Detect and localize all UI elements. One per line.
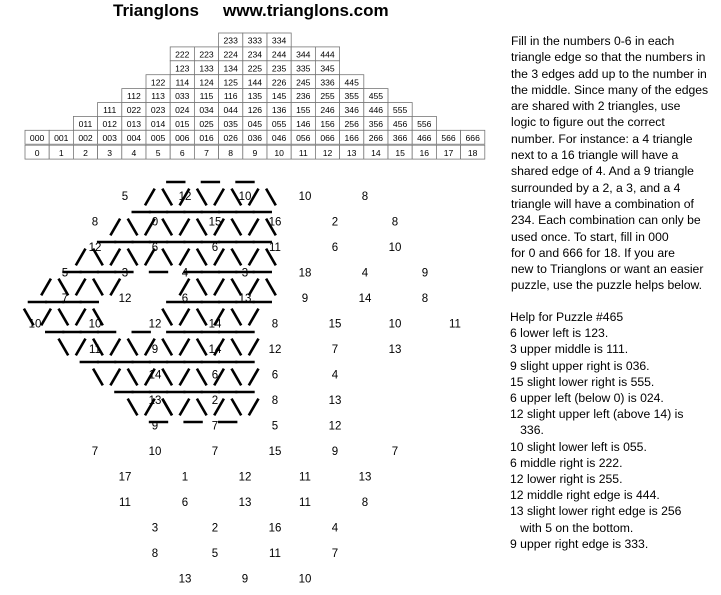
- help-item: 10 slight lower left is 055.: [510, 439, 647, 454]
- combo-cell: 000: [29, 132, 45, 143]
- sum-cell: 14: [371, 147, 381, 158]
- triangle-value: 8: [91, 216, 99, 229]
- combo-cell: 145: [271, 91, 287, 102]
- triangle-value: 7: [211, 446, 219, 458]
- combo-cell: 155: [296, 105, 311, 116]
- combo-cell: 136: [271, 105, 287, 116]
- triangle-value: 3: [241, 267, 249, 280]
- grid-line: [197, 309, 207, 326]
- grid-line: [162, 249, 172, 266]
- triangle-value: 2: [211, 522, 219, 535]
- triangle-value: 13: [358, 471, 372, 484]
- triangle-value: 9: [331, 446, 339, 458]
- grid-line: [180, 219, 190, 236]
- triangle-value: 13: [238, 497, 252, 509]
- grid-line: [197, 189, 207, 206]
- combo-cell: 015: [175, 119, 190, 129]
- combo-cell: 236: [296, 91, 311, 102]
- combo-cell: 156: [320, 119, 335, 129]
- grid-line: [76, 309, 86, 326]
- triangle-value: 8: [271, 318, 279, 331]
- combo-cell: 005: [150, 132, 166, 143]
- triangle-value: 5: [121, 191, 129, 203]
- combo-cell: 146: [296, 119, 311, 129]
- triangle-value: 10: [238, 191, 252, 203]
- grid-line: [197, 279, 207, 296]
- grid-line: [249, 219, 259, 236]
- triangle-numbers: [29, 191, 461, 586]
- sum-cell: 7: [204, 147, 209, 158]
- grid-line: [249, 309, 259, 326]
- triangle-value: 17: [118, 471, 132, 484]
- combo-cell: 226: [271, 77, 287, 88]
- triangle-value: 11: [269, 242, 281, 254]
- instruction-line: the middle. Since many of the edges: [511, 82, 709, 97]
- triangle-value: 14: [358, 293, 372, 305]
- triangle-value: 15: [268, 446, 282, 458]
- combo-cell: 003: [102, 132, 117, 143]
- triangle-value: 13: [238, 293, 252, 305]
- grid-line: [93, 279, 103, 296]
- triangle-value: 6: [181, 497, 189, 509]
- combo-cell: 045: [247, 119, 263, 129]
- sum-cell: 0: [34, 147, 40, 158]
- grid-line: [197, 339, 207, 356]
- triangle-value: 7: [331, 548, 339, 560]
- triangle-value: 11: [299, 497, 311, 509]
- combo-cell: 234: [247, 49, 263, 60]
- instruction-line: triangle edge so that the numbers in: [511, 50, 706, 65]
- instruction-line: surrounded by a 2, a 3, and a 4: [511, 180, 681, 195]
- help-item: 6 upper left (below 0) is 024.: [510, 391, 664, 406]
- grid-line: [180, 339, 190, 356]
- grid-line: [93, 369, 103, 386]
- triangle-value: 10: [388, 318, 402, 331]
- grid-line: [249, 369, 259, 386]
- triangle-value: 5: [61, 267, 69, 280]
- triangle-value: 14: [208, 318, 222, 331]
- triangle-value: 4: [331, 522, 339, 535]
- help-item: 9 upper right edge is 333.: [510, 536, 649, 551]
- grid-line: [128, 339, 138, 356]
- combo-cell: 555: [392, 105, 408, 116]
- grid-line: [76, 249, 86, 266]
- triangle-value: 9: [151, 344, 159, 356]
- site-name: Trianglons: [113, 1, 199, 20]
- combo-cell: 444: [320, 49, 335, 60]
- combo-cell: 355: [344, 91, 359, 102]
- combo-cell: 134: [223, 63, 238, 74]
- sum-cell: 12: [322, 147, 333, 158]
- combo-cell: 022: [126, 105, 142, 116]
- combo-cell: 455: [368, 91, 384, 102]
- instruction-line: new to Trianglons or want an easier: [511, 262, 704, 277]
- triangle-value: 7: [331, 344, 339, 356]
- instruction-line: triangle will have a combination of: [511, 196, 694, 211]
- triangle-value: 12: [148, 318, 162, 331]
- triangle-value: 18: [298, 267, 312, 280]
- combination-table: [0, 0, 500, 170]
- grid-line: [180, 369, 190, 386]
- triangle-value: 7: [211, 420, 219, 433]
- sum-cell: 2: [83, 147, 88, 158]
- help-item: 15 slight lower right is 555.: [510, 374, 655, 389]
- combo-cell: 124: [199, 77, 214, 88]
- triangle-value: 11: [299, 471, 311, 484]
- combo-cell: 056: [296, 132, 311, 143]
- instruction-line: the 3 edges add up to the number in: [511, 66, 707, 81]
- grid-line: [249, 249, 259, 266]
- grid-line: [180, 249, 190, 266]
- triangle-value: 14: [148, 369, 162, 382]
- triangle-value: 12: [238, 471, 252, 484]
- triangle-value: 5: [211, 548, 219, 560]
- triangle-value: 8: [151, 548, 159, 560]
- combo-cell: 456: [392, 119, 408, 129]
- triangle-value: 6: [151, 242, 159, 254]
- combo-cell: 246: [320, 105, 335, 116]
- sum-cell: 1: [58, 147, 64, 158]
- grid-line: [41, 309, 51, 326]
- combo-cell: 111: [103, 105, 117, 116]
- grid-line: [162, 309, 172, 326]
- grid-line: [232, 309, 242, 326]
- sum-cell: 4: [131, 147, 137, 158]
- combo-cell: 055: [271, 119, 287, 129]
- combo-cell: 144: [247, 77, 263, 88]
- grid-line: [128, 399, 138, 416]
- combo-cell: 334: [271, 35, 287, 46]
- combo-cell: 335: [296, 63, 311, 74]
- grid-line: [214, 189, 224, 206]
- instruction-line: shared edge of 4. And a 9 triangle: [511, 164, 694, 179]
- combo-cell: 114: [175, 77, 190, 88]
- combo-cell: 445: [344, 77, 359, 88]
- help-item: 6 lower left is 123.: [510, 326, 609, 341]
- combo-cell: 125: [223, 77, 238, 88]
- triangle-value: 10: [298, 573, 312, 586]
- grid-line: [128, 219, 138, 236]
- grid-line: [110, 249, 120, 266]
- combo-cell: 566: [441, 132, 456, 143]
- combo-cell: 013: [126, 119, 142, 129]
- triangle-value: 10: [28, 318, 42, 331]
- triangle-value: 9: [301, 293, 309, 305]
- grid-line: [59, 309, 69, 326]
- grid-line: [41, 279, 51, 296]
- combo-cell: 223: [199, 49, 214, 60]
- combo-cell: 135: [247, 91, 263, 102]
- combo-cell: 122: [150, 77, 166, 88]
- triangle-value: 7: [61, 293, 69, 305]
- triangle-value: 15: [208, 216, 222, 229]
- combo-cell: 006: [175, 132, 190, 143]
- combo-cell: 001: [54, 132, 69, 143]
- triangle-value: 4: [331, 369, 339, 382]
- grid-line: [249, 399, 259, 416]
- combo-cell: 225: [247, 63, 263, 74]
- sum-cell: 17: [443, 147, 454, 158]
- combo-cell: 011: [78, 119, 93, 129]
- grid-line: [232, 219, 242, 236]
- combo-cell: 266: [368, 132, 384, 143]
- grid-line: [162, 219, 172, 236]
- triangle-value: 8: [361, 191, 369, 203]
- combo-cell: 346: [344, 105, 359, 116]
- combo-cell: 033: [175, 91, 190, 102]
- combo-cell: 016: [199, 132, 214, 143]
- combo-cell: 014: [150, 119, 166, 129]
- triangle-value: 10: [388, 242, 402, 254]
- puzzle-help: [510, 309, 718, 552]
- help-item: 3 upper middle is 111.: [510, 342, 629, 357]
- combo-cell: 245: [296, 77, 311, 88]
- grid-line: [59, 339, 69, 356]
- combo-cell: 224: [223, 49, 238, 60]
- triangle-value: 7: [91, 446, 99, 458]
- triangle-value: 8: [421, 293, 429, 305]
- triangle-value: 6: [211, 369, 219, 382]
- combo-cell: 112: [127, 91, 141, 102]
- grid-line: [76, 279, 86, 296]
- sum-cell: 10: [274, 147, 284, 158]
- triangle-value: 11: [119, 497, 131, 509]
- triangle-value: 12: [178, 191, 192, 203]
- triangle-value: 11: [89, 344, 101, 356]
- triangle-value: 9: [151, 420, 159, 433]
- triangle-value: 8: [391, 216, 399, 229]
- combo-cell: 222: [175, 49, 190, 60]
- combo-cell: 025: [199, 119, 214, 129]
- triangle-value: 3: [121, 267, 129, 280]
- sum-cell: 3: [107, 147, 113, 158]
- help-item: with 5 on the bottom.: [510, 520, 634, 535]
- triangle-value: 13: [328, 395, 342, 407]
- combo-cell: 133: [199, 63, 214, 74]
- combo-cell: 044: [223, 105, 238, 116]
- grid-line: [162, 339, 172, 356]
- combo-cell: 035: [223, 119, 238, 129]
- triangle-value: 12: [328, 420, 342, 433]
- triangle-value: 10: [298, 191, 312, 203]
- grid-line: [266, 279, 276, 296]
- grid-line: [232, 339, 242, 356]
- help-item: 12 slight upper left (above 14) is: [510, 407, 684, 422]
- grid-line: [128, 369, 138, 386]
- combo-cell: 123: [175, 63, 190, 74]
- instruction-line: 234. Each combination can only be: [511, 213, 701, 228]
- grid-line: [214, 279, 224, 296]
- grid-line: [110, 219, 120, 236]
- triangle-value: 14: [208, 344, 222, 356]
- grid-line: [266, 189, 276, 206]
- sum-cell: 13: [346, 147, 357, 158]
- triangle-value: 16: [268, 522, 282, 535]
- triangle-value: 15: [328, 318, 342, 331]
- combo-cell: 556: [417, 119, 432, 129]
- combo-cell: 345: [320, 63, 335, 74]
- grid-line: [197, 249, 207, 266]
- grid-line: [180, 399, 190, 416]
- help-item: 12 lower right is 255.: [510, 472, 623, 487]
- combo-cell: 244: [271, 49, 287, 60]
- triangle-value: 8: [271, 395, 279, 407]
- sum-cell: 18: [467, 147, 478, 158]
- triangle-value: 10: [148, 446, 162, 458]
- combo-cell: 446: [368, 105, 384, 116]
- grid-line: [197, 399, 207, 416]
- combo-cell: 126: [247, 105, 263, 116]
- triangle-value: 11: [269, 548, 281, 560]
- triangle-value: 2: [211, 395, 219, 407]
- triangle-value: 4: [181, 267, 189, 280]
- instruction-line: used once. To start, fill in 000: [511, 229, 669, 244]
- grid-line: [162, 369, 172, 386]
- sum-cell: 8: [228, 147, 234, 158]
- triangle-value: 6: [211, 242, 219, 254]
- grid-line: [232, 249, 242, 266]
- combo-cell: 356: [368, 119, 384, 129]
- site-url[interactable]: www.trianglons.com: [223, 1, 389, 20]
- sum-cell: 16: [419, 147, 430, 158]
- triangle-value: 16: [268, 216, 282, 229]
- triangle-value: 3: [151, 522, 159, 535]
- combo-cell: 024: [175, 105, 190, 116]
- triangle-value: 10: [88, 318, 102, 331]
- sum-cell: 15: [395, 147, 405, 158]
- combo-cell: 235: [271, 63, 287, 74]
- combo-cell: 002: [78, 132, 93, 143]
- instructions: [511, 33, 719, 294]
- grid-line: [249, 339, 259, 356]
- combo-cell: 026: [223, 132, 238, 143]
- combo-cell: 344: [296, 49, 311, 60]
- sum-cell: 6: [179, 147, 185, 158]
- triangle-value: 13: [178, 573, 192, 586]
- combo-cell: 233: [223, 35, 238, 46]
- combo-cell: 166: [344, 132, 359, 143]
- triangle-value: 13: [388, 344, 402, 356]
- triangle-value: 9: [421, 267, 429, 280]
- combo-cell: 023: [150, 105, 166, 116]
- instruction-line: are shared with 2 triangles, use: [511, 99, 681, 114]
- grid-line: [180, 309, 190, 326]
- combo-cell: 255: [320, 91, 335, 102]
- puzzle-board: [0, 172, 500, 595]
- grid-line: [232, 399, 242, 416]
- combo-cell: 012: [102, 119, 117, 129]
- triangle-value: 7: [391, 446, 399, 458]
- triangle-value: 6: [271, 369, 279, 382]
- triangle-value: 2: [331, 216, 339, 229]
- triangle-value: 1: [181, 471, 189, 484]
- triangle-value: 11: [449, 318, 461, 331]
- triangle-value: 4: [361, 267, 369, 280]
- help-item: 9 slight upper right is 036.: [510, 358, 650, 373]
- combo-cell: 366: [392, 132, 408, 143]
- combo-cell: 256: [344, 119, 359, 129]
- help-item: 336.: [510, 423, 544, 438]
- triangle-value: 5: [271, 420, 279, 433]
- triangle-value: 6: [181, 293, 189, 305]
- help-item: 13 slight lower right edge is 256: [510, 504, 682, 519]
- combo-cell: 115: [199, 91, 214, 102]
- help-title: Help for Puzzle #465: [510, 310, 624, 324]
- instruction-line: for 0 and 666 for 18. If you are: [511, 245, 675, 260]
- help-item: 12 middle right edge is 444.: [510, 488, 660, 503]
- triangle-value: 13: [148, 395, 162, 407]
- combo-cell: 004: [126, 132, 142, 143]
- combo-cell: 046: [271, 132, 287, 143]
- triangle-value: 9: [241, 573, 249, 586]
- combo-cell: 113: [151, 91, 165, 102]
- instruction-line: puzzle, use the puzzle helps below.: [511, 278, 703, 293]
- grid-line: [110, 339, 120, 356]
- combo-cell: 466: [417, 132, 432, 143]
- grid-line: [197, 369, 207, 386]
- combo-cell: 333: [247, 35, 263, 46]
- instruction-line: number. For instance: a 4 triangle: [511, 131, 693, 146]
- grid-line: [162, 399, 172, 416]
- triangle-value: 12: [118, 293, 132, 305]
- triangle-value: 0: [151, 216, 159, 229]
- sum-cell: 5: [155, 147, 161, 158]
- instruction-line: logic to figure out the correct: [511, 115, 665, 130]
- instruction-line: next to a 16 triangle will have a: [511, 148, 679, 163]
- grid-line: [162, 189, 172, 206]
- grid-line: [76, 339, 86, 356]
- grid-line: [145, 189, 155, 206]
- grid-line: [232, 369, 242, 386]
- combo-cell: 666: [465, 132, 480, 143]
- grid-line: [197, 219, 207, 236]
- sum-cell: 9: [252, 147, 258, 158]
- combo-cell: 036: [247, 132, 263, 143]
- combo-cell: 066: [320, 132, 335, 143]
- combo-cell: 336: [320, 77, 335, 88]
- combo-cell: 116: [223, 91, 238, 102]
- help-item: 6 middle right is 222.: [510, 455, 623, 470]
- grid-line: [110, 369, 120, 386]
- grid-line: [128, 249, 138, 266]
- triangle-value: 12: [88, 242, 102, 254]
- instruction-line: Fill in the numbers 0-6 in each: [511, 34, 675, 48]
- sum-cell: 11: [298, 147, 308, 158]
- combo-cell: 034: [199, 105, 214, 116]
- triangle-value: 8: [361, 497, 369, 509]
- triangle-value: 6: [331, 242, 339, 254]
- triangle-value: 12: [268, 344, 282, 356]
